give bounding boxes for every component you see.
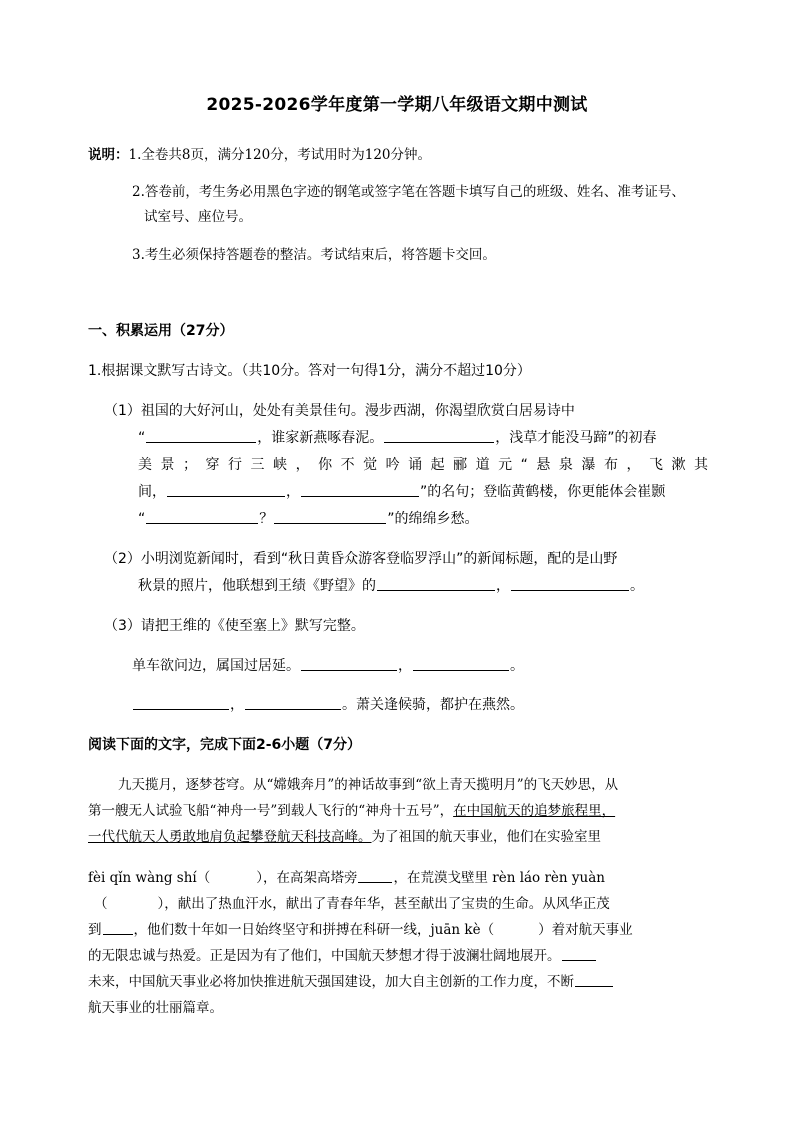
underlined-sentence: 一代代航天人勇敢地肩负起攀登航天科技高峰。 [88, 829, 372, 845]
reading-line-6 [88, 920, 633, 940]
reading-text: （ [94, 896, 108, 912]
underlined-sentence: 在中国航天的追梦旅程里， [453, 803, 616, 819]
reading-text: ，在荒漠戈壁里 rèn láo rèn yuàn [393, 870, 605, 886]
answer-blank[interactable] [245, 695, 341, 710]
reading-line-1: 九天揽月，逐梦苍穹。从“嫦娥奔月”的神话故事到“欲上青天揽明月”的飞天妙思，从 [118, 777, 619, 793]
verse-text: 。 [630, 578, 644, 594]
notes-line-1 [88, 145, 431, 165]
reading-text: 到 [88, 922, 102, 938]
verse-text: ， [398, 658, 412, 674]
verse-text: 单车欲问边，属国过居延。 [132, 658, 300, 674]
reading-text: ）着对航天事业 [538, 922, 633, 938]
q1-p1-line3: 美景；穿行三峡，你不觉吟诵起郦道元“悬泉瀑布，飞漱其 [138, 457, 708, 473]
verse-text: 。萧关逢候骑，都护在燕然。 [342, 697, 524, 713]
answer-blank[interactable] [146, 428, 256, 443]
note-1: 1.全卷共8页，满分120分，考试用时为120分钟。 [128, 147, 432, 163]
verse-text: ”的绵绵乡愁。 [387, 511, 479, 527]
reading-line-5 [94, 894, 610, 914]
verse-text: ，谁家新燕啄春泥。 [257, 430, 384, 446]
q1-p1-line2 [138, 428, 657, 448]
verse-text: 间， [138, 484, 166, 500]
answer-blank[interactable] [413, 656, 509, 671]
reading-text: 未来，中国航天事业必将加快推进航天强国建设，加大自主创新的工作力度，不断 [88, 974, 574, 990]
answer-blank[interactable] [274, 509, 386, 524]
answer-blank[interactable] [301, 482, 419, 497]
verse-text: ， [496, 578, 510, 594]
verse-text: ”的名句；登临黄鹤楼，你更能体会崔颢 [420, 484, 666, 500]
answer-blank[interactable] [384, 428, 494, 443]
reading-line-3 [88, 827, 601, 847]
note-2a: 2.答卷前，考生务必用黑色字迹的钢笔或签字笔在答题卡填写自己的班级、姓名、准考证号、 [132, 184, 685, 200]
reading-line-9: 航天事业的壮丽篇章。 [88, 1000, 223, 1016]
answer-blank[interactable] [301, 656, 397, 671]
answer-blank[interactable] [575, 972, 613, 987]
verse-text: ，浅草才能没马蹄”的初春 [495, 430, 657, 446]
reading-text: 为了祖国的航天事业，他们在实验室里 [371, 829, 601, 845]
reading-text: ），在高架高塔旁 [256, 870, 358, 886]
q1-p2-line1: （2）小明浏览新闻时，看到“秋日黄昏众游客登临罗浮山”的新闻标题，配的是山野 [104, 551, 618, 567]
q1-p1-line4 [138, 482, 665, 502]
note-3: 3.考生必须保持答题卷的整洁。考试结束后，将答题卡交回。 [132, 247, 496, 263]
q1-p1-line5 [138, 509, 479, 529]
exam-title: 2025-2026学年度第一学期八年级语文期中测试 [206, 95, 588, 115]
note-2b: 试室号、座位号。 [144, 209, 252, 225]
reading-text: ），献出了热血汗水，献出了青春年华，甚至献出了宝贵的生命。从风华正茂 [157, 896, 610, 912]
reading-text: ，他们数十年如一日始终坚守和拼搏在科研一线，juān kè（ [133, 922, 495, 938]
q1-stem: 1.根据课文默写古诗文。（共10分。答对一句得1分，满分不超过10分） [88, 363, 531, 379]
answer-blank[interactable] [167, 482, 285, 497]
open-quote: “ [138, 511, 146, 527]
reading-text: 第一艘无人试验飞船“神舟一号”到载人飞行的“神舟十五号”， [88, 803, 454, 819]
q1-p3-line3 [132, 695, 524, 715]
section1-heading: 一、积累运用（27分） [88, 323, 234, 339]
pinyin-text: fèi qǐn wàng shí（ [88, 870, 211, 886]
q1-p3-line1: （3）请把王维的《使至塞上》默写完整。 [104, 618, 365, 634]
q1-p1-line1: （1）祖国的大好河山，处处有美景佳句。漫步西湖，你渴望欣赏白居易诗中 [104, 403, 575, 419]
verse-text: ？ [259, 511, 274, 527]
verse-text: ， [230, 697, 244, 713]
answer-blank[interactable] [377, 576, 495, 591]
notes-label: 说明： [88, 147, 129, 163]
answer-blank[interactable] [511, 576, 629, 591]
reading-line-4 [88, 868, 605, 888]
reading-line-2 [88, 801, 615, 821]
verse-text: 。 [510, 658, 524, 674]
answer-blank[interactable] [146, 509, 258, 524]
verse-text: 秋景的照片，他联想到王绩《野望》的 [138, 578, 376, 594]
open-quote: “ [138, 430, 146, 446]
verse-text: ， [286, 484, 300, 500]
q1-p2-line2 [138, 576, 644, 596]
reading-text: 的无限忠诚与热爱。正是因为有了他们，中国航天梦想才得于波澜壮阔地展开。 [88, 948, 561, 964]
answer-blank[interactable] [133, 695, 229, 710]
answer-blank[interactable] [103, 920, 133, 935]
answer-blank[interactable] [358, 868, 392, 883]
q1-p3-line2 [132, 656, 524, 676]
answer-blank[interactable] [562, 946, 596, 961]
reading-line-7 [88, 946, 597, 966]
reading-line-8 [88, 972, 614, 992]
reading-heading: 阅读下面的文字，完成下面2-6小题（7分） [88, 737, 362, 753]
